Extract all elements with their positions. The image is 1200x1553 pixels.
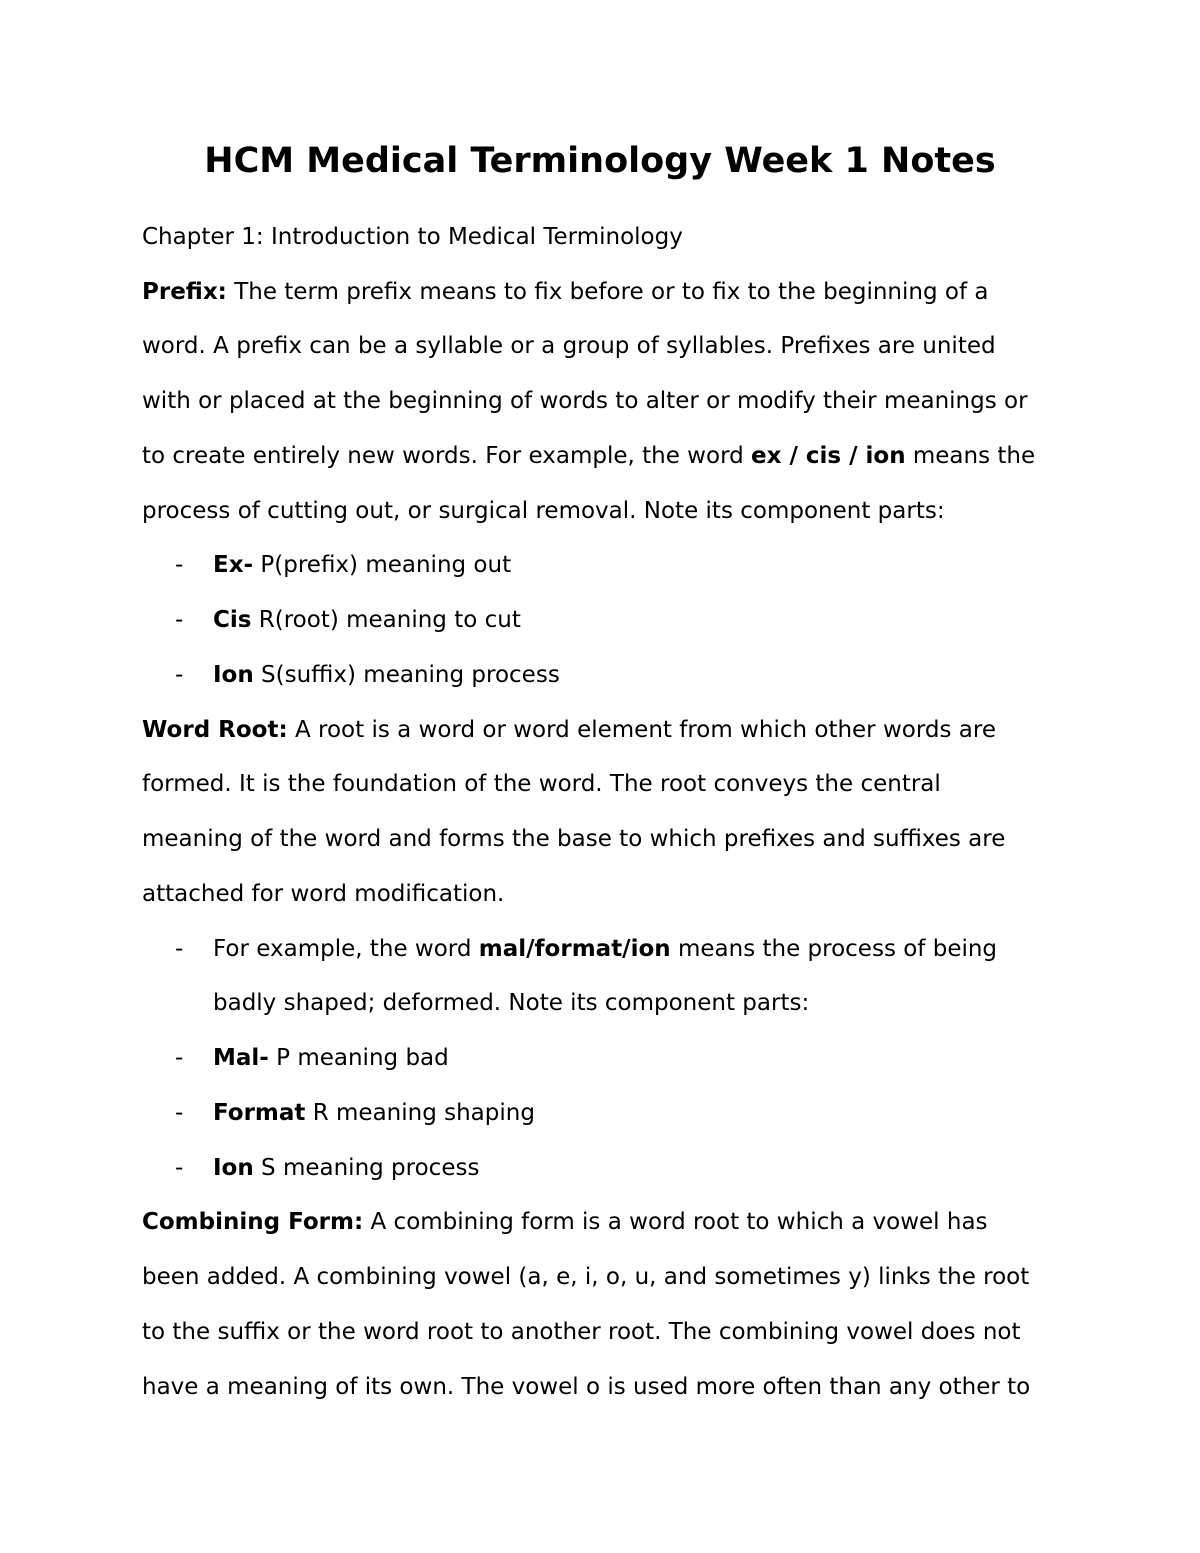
prefix-paragraph-line: Prefix: The term prefix means to fix before or to fix to the beginning of a — [142, 279, 989, 305]
bullet-dash: - — [175, 1045, 184, 1071]
combining-form-paragraph-line: to the suffix or the word root to another root. The combining vowel does not — [142, 1319, 1021, 1345]
bullet-dash: - — [175, 1100, 184, 1126]
example-term: mal/format/ion — [478, 936, 671, 962]
combining-form-paragraph-line: have a meaning of its own. The vowel o is used more often than any other to — [142, 1374, 1031, 1400]
bullet-dash: - — [175, 552, 184, 578]
bullet-dash: - — [175, 662, 184, 688]
word-root-paragraph-line: meaning of the word and forms the base to which prefixes and suffixes are — [142, 826, 1006, 852]
prefix-label: Prefix: — [142, 279, 227, 305]
prefix-paragraph-line: word. A prefix can be a syllable or a group of syllables. Prefixes are united — [142, 333, 996, 359]
bullet-dash: - — [175, 1155, 184, 1181]
combining-form-paragraph-line: been added. A combining vowel (a, e, i, o, u, and sometimes y) links the root — [142, 1264, 1030, 1290]
word-root-paragraph-line: Word Root: A root is a word or word element from which other words are — [142, 717, 996, 743]
word-root-label: Word Root: — [142, 717, 288, 743]
bullet-dash: - — [175, 936, 184, 962]
list-item-continuation: badly shaped; deformed. Note its component parts: — [213, 990, 810, 1016]
combining-form-label: Combining Form: — [142, 1209, 364, 1235]
prefix-paragraph-line: process of cutting out, or surgical removal. Note its component parts: — [142, 498, 945, 524]
word-root-paragraph-line: formed. It is the foundation of the word. The root conveys the central — [142, 771, 941, 797]
document-page: HCM Medical Terminology Week 1 Notes Chapter 1: Introduction to Medical Terminology Prefix: The term prefix means to fix before or to fix to the beginning of a word. A prefix can be a syllable or a group of syllables. Prefixes are united with or placed at the beginning of words to alter or modify their meanings or to create entirely new words. For example, the word ex / cis / ion means the process of cutting out, or surgical removal. Note its component parts: - Ex- P(prefix) meaning out - Cis R(root) meaning to cut - Ion S(suffix) meaning process Word Root: A root is a word or word element from which other words are formed. It is the foundation of the word. The root conveys the central meaning of the word and forms the base to which prefixes and suffixes are attached for word modification. - For example, the word mal/format/ion means the process of being badly shaped; deformed. Note its component parts: - Mal- P meaning bad - Format R meaning shaping - Ion S meaning process Combining Form: A combining form is a word root to which a vowel has been added. A combining vowel (a, e, i, o, u, and sometimes y) links the root to the suffix or the word root to another root. The combining vowel does not have a meaning of its own. The vowel o is used more often than any other to — [0, 0, 1200, 1553]
prefix-paragraph-line: with or placed at the beginning of words to alter or modify their meanings or — [142, 388, 1028, 414]
page-title: HCM Medical Terminology Week 1 Notes — [204, 141, 996, 181]
combining-form-paragraph-line: Combining Form: A combining form is a word root to which a vowel has — [142, 1209, 988, 1235]
prefix-paragraph-line: to create entirely new words. For example, the word ex / cis / ion means the — [142, 443, 1036, 469]
bullet-dash: - — [175, 607, 184, 633]
chapter-heading: Chapter 1: Introduction to Medical Terminology — [142, 224, 683, 250]
word-root-paragraph-line: attached for word modification. — [142, 881, 505, 907]
example-term: ex / cis / ion — [751, 443, 906, 469]
